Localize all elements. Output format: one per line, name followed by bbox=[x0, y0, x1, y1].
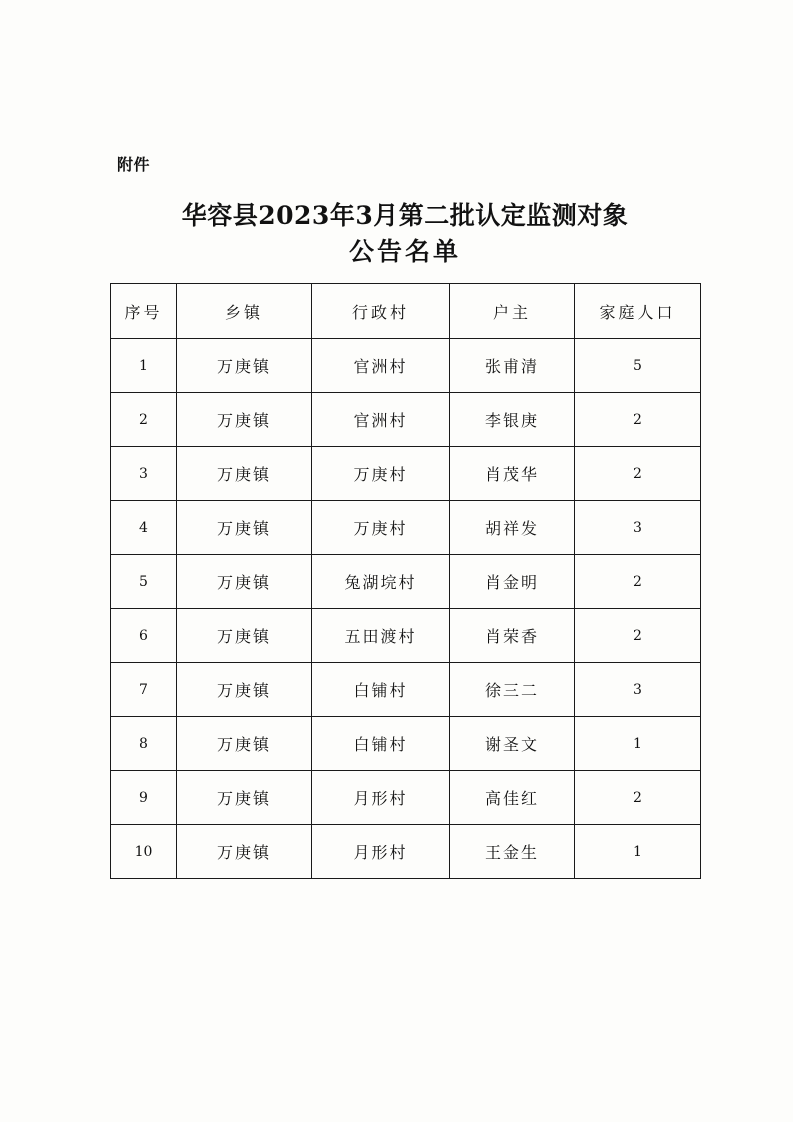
cell-village: 官洲村 bbox=[312, 339, 450, 393]
cell-householder: 李银庚 bbox=[450, 393, 575, 447]
cell-index: 1 bbox=[111, 339, 177, 393]
cell-householder: 肖金明 bbox=[450, 555, 575, 609]
page-title-line-2: 公告名单 bbox=[348, 237, 461, 267]
cell-population: 5 bbox=[575, 339, 701, 393]
cell-population: 1 bbox=[575, 825, 701, 879]
cell-index: 9 bbox=[111, 771, 177, 825]
column-header-householder: 户主 bbox=[450, 284, 575, 339]
cell-village: 兔湖垸村 bbox=[312, 555, 450, 609]
cell-town: 万庚镇 bbox=[177, 393, 312, 447]
table-row bbox=[111, 609, 701, 663]
page-title bbox=[110, 198, 700, 271]
cell-index: 10 bbox=[111, 825, 177, 879]
column-header-town: 乡镇 bbox=[177, 284, 312, 339]
cell-population: 3 bbox=[575, 501, 701, 555]
page-title-line-1: 华容县2023年3月第二批认定监测对象 bbox=[181, 201, 629, 230]
table-row bbox=[111, 555, 701, 609]
monitoring-objects-table bbox=[110, 283, 701, 879]
table-row bbox=[111, 663, 701, 717]
table-row bbox=[111, 825, 701, 879]
table-row bbox=[111, 717, 701, 771]
cell-town: 万庚镇 bbox=[177, 555, 312, 609]
cell-town: 万庚镇 bbox=[177, 771, 312, 825]
table-row bbox=[111, 393, 701, 447]
cell-householder: 高佳红 bbox=[450, 771, 575, 825]
attachment-label: 附件 bbox=[117, 155, 151, 174]
cell-town: 万庚镇 bbox=[177, 717, 312, 771]
cell-village: 月形村 bbox=[312, 771, 450, 825]
cell-population: 1 bbox=[575, 717, 701, 771]
table-row bbox=[111, 771, 701, 825]
cell-village: 万庚村 bbox=[312, 447, 450, 501]
cell-village: 白铺村 bbox=[312, 717, 450, 771]
cell-population: 3 bbox=[575, 663, 701, 717]
cell-index: 8 bbox=[111, 717, 177, 771]
table-header-row bbox=[111, 284, 701, 339]
cell-householder: 谢圣文 bbox=[450, 717, 575, 771]
cell-town: 万庚镇 bbox=[177, 447, 312, 501]
column-header-household-population: 家庭人口 bbox=[575, 284, 701, 339]
column-header-village: 行政村 bbox=[312, 284, 450, 339]
cell-index: 7 bbox=[111, 663, 177, 717]
cell-town: 万庚镇 bbox=[177, 609, 312, 663]
cell-village: 白铺村 bbox=[312, 663, 450, 717]
cell-index: 5 bbox=[111, 555, 177, 609]
cell-village: 月形村 bbox=[312, 825, 450, 879]
cell-town: 万庚镇 bbox=[177, 501, 312, 555]
cell-householder: 王金生 bbox=[450, 825, 575, 879]
cell-town: 万庚镇 bbox=[177, 339, 312, 393]
cell-index: 3 bbox=[111, 447, 177, 501]
cell-population: 2 bbox=[575, 771, 701, 825]
cell-householder: 肖荣香 bbox=[450, 609, 575, 663]
table-row bbox=[111, 501, 701, 555]
cell-population: 2 bbox=[575, 555, 701, 609]
cell-population: 2 bbox=[575, 609, 701, 663]
cell-householder: 胡祥发 bbox=[450, 501, 575, 555]
cell-index: 2 bbox=[111, 393, 177, 447]
cell-population: 2 bbox=[575, 447, 701, 501]
cell-householder: 肖茂华 bbox=[450, 447, 575, 501]
cell-population: 2 bbox=[575, 393, 701, 447]
cell-householder: 徐三二 bbox=[450, 663, 575, 717]
cell-village: 万庚村 bbox=[312, 501, 450, 555]
cell-householder: 张甫清 bbox=[450, 339, 575, 393]
column-header-index: 序号 bbox=[111, 284, 177, 339]
cell-village: 五田渡村 bbox=[312, 609, 450, 663]
cell-town: 万庚镇 bbox=[177, 663, 312, 717]
table-row bbox=[111, 339, 701, 393]
cell-town: 万庚镇 bbox=[177, 825, 312, 879]
cell-village: 官洲村 bbox=[312, 393, 450, 447]
cell-index: 4 bbox=[111, 501, 177, 555]
table-row bbox=[111, 447, 701, 501]
cell-index: 6 bbox=[111, 609, 177, 663]
